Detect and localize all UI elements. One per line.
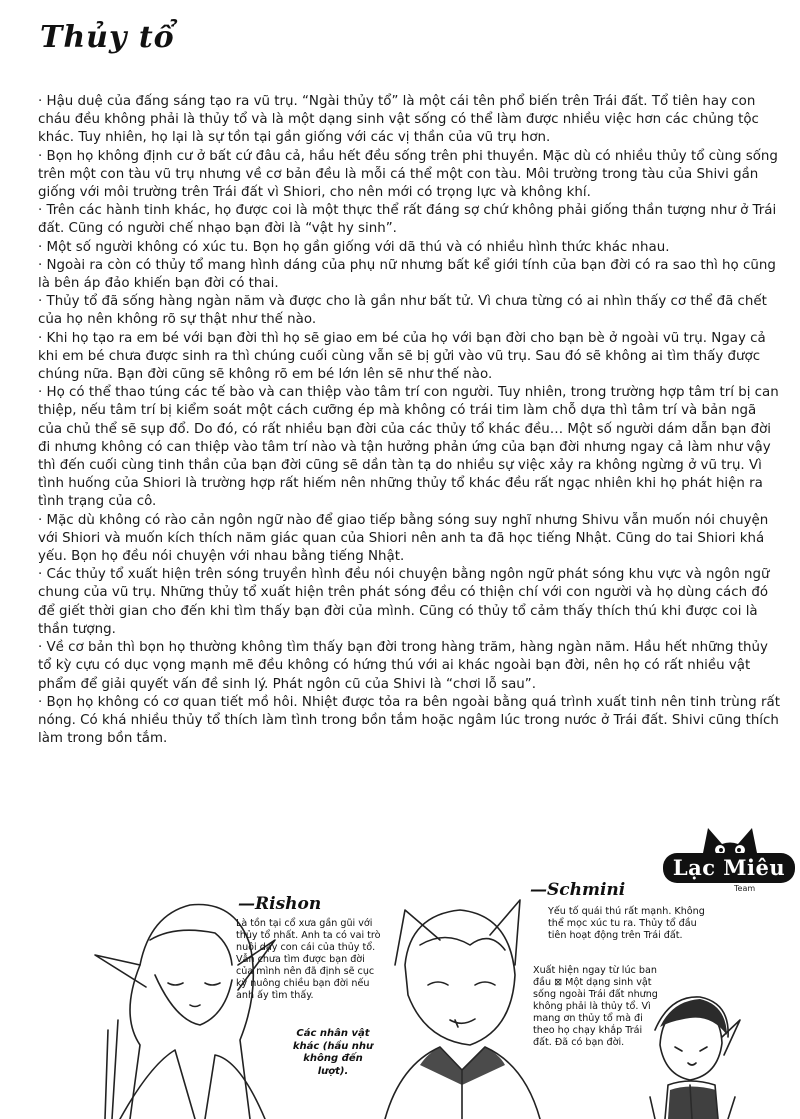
paragraph: · Mặc dù không có rào cản ngôn ngữ nào để giao tiếp bằng sóng suy nghĩ nhưng Shivu vẫn muốn nói chuyện với Shiori và muốn kích thích năm giác quan của Shiori nên anh ta đã học tiếng Nhật. Cũng do tai Shiori khá yếu. Bọn họ đều nói chuyện với nhau bằng tiếng Nhật. xyxy=(38,512,769,565)
character-name-schmini: —Schmini xyxy=(530,880,626,900)
paragraph: · Các thủy tổ xuất hiện trên sóng truyền hình đều nói chuyện bằng ngôn ngữ phát sóng khu vực và ngôn ngữ chung của vũ trụ. Những thủy tổ xuất hiện trên phát sóng đều có thiện chí với con người và họ dùng cách đó để giết thời gian cho đến khi tìm thấy bạn đời của mình. Cũng có thủy tổ cảm thấy thích thú khi được coi là thần tượng. xyxy=(38,567,770,637)
rishon-note: Là tồn tại cổ xưa gần gũi với thủy tổ nhất. Anh ta có vai trò nuôi dạy con cái của thủy tổ. Vẫn chưa tìm được bạn đời của mình nên đã định sẽ cục kỳ nuông chiều bạn đời nếu anh ấy tìm thấy. xyxy=(236,918,381,1001)
paragraph: · Về cơ bản thì bọn họ thường không tìm thấy bạn đời trong hàng trăm, hàng ngàn năm. Hầu hết những thủy tổ kỳ cựu có dục vọng mạnh mẽ đều không có hứng thú với ai khác ngoài bạn đời, nên họ có rất nhiều vật phẩm để giải quyết vấn đề sinh lý. Phát ngôn cũ của Shivi là “chơi lỗ sau”. xyxy=(38,640,768,692)
team-logo-sub: Team xyxy=(734,884,756,893)
paragraph: · Ngoài ra còn có thủy tổ mang hình dáng của phụ nữ nhưng bất kể giới tính của bạn đời có ra sao thì họ cũng là bên áp đảo khiến bạn đời có thai. xyxy=(38,257,776,292)
character-name-rishon: —Rishon xyxy=(238,894,322,914)
paragraph: · Một số người không có xúc tu. Bọn họ gần giống với dã thú và có nhiều hình thức khác nhau. xyxy=(38,239,670,255)
body-text xyxy=(38,93,780,748)
schmini-note: Yếu tố quái thú rất mạnh. Không thể mọc xúc tu ra. Thủy tổ đầu tiên hoạt động trên Trái đất. xyxy=(548,906,705,941)
other-characters-note: Các nhân vật khác (hầu như không đến lượt). xyxy=(292,1028,374,1077)
paragraph: · Khi họ tạo ra em bé với bạn đời thì họ sẽ giao em bé của họ với bạn đời cho bạn bè ở ngoài vũ trụ. Ngay cả khi em bé chưa được sinh ra thì chúng cuối cùng vẫn sẽ bị gửi vào vũ trụ. Sau đó sẽ không ai tìm thấy được chúng nữa. Bạn đời cũng sẽ không rõ em bé lớn lên sẽ như thế nào. xyxy=(38,330,766,383)
paragraph: · Bọn họ không có cơ quan tiết mồ hôi. Nhiệt được tỏa ra bên ngoài bằng quá trình xuất tinh nên tinh trùng rất nóng. Có khá nhiều thủy tổ thích làm tình trong bồn tắm hoặc ngâm lúc trong nước ở Trái đất. Shivi cũng thích làm trong bồn tắm. xyxy=(38,694,780,747)
team-logo-text: Lạc Miêu xyxy=(663,853,795,883)
paragraph: · Hậu duệ của đấng sáng tạo ra vũ trụ. “Ngài thủy tổ” là một cái tên phổ biến trên Trái đất. Tổ tiên hay con cháu đều không phải là thủy tổ và là một dạng sinh vật sống có thể làm được nhiều việc hơn các chủng tộc khác. Tuy nhiên, họ lại là sự tồn tại gần giống với các vị thần của vũ trụ hơn. xyxy=(38,94,759,146)
paragraph: · Thủy tổ đã sống hàng ngàn năm và được cho là gần như bất tử. Vì chưa từng có ai nhìn thấy cơ thể đã chết của họ nên không rõ sự thật như thế nào. xyxy=(38,294,767,328)
paragraph: · Bọn họ không định cư ở bất cứ đâu cả, hầu hết đều sống trên phi thuyền. Mặc dù có nhiều thủy tổ cùng sống trên một con tàu vũ trụ nhưng về cơ bản đều là mỗi cá thể một con tàu. Môi trường trong tàu của Shivi gần giống với môi trường trên Trái đất vì Shiori, cho nên mới có trọng lực và không khí. xyxy=(38,148,778,201)
third-character-note: Xuất hiện ngay từ lúc ban đầu ⊠ Một dạng sinh vật sống ngoài Trái đất nhưng không phải là thủy tổ. Vì mang ơn thủy tổ mà đi theo họ chạy khắp Trái đất. Đã có bạn đời. xyxy=(533,965,658,1048)
paragraph: · Trên các hành tinh khác, họ được coi là một thực thể rất đáng sợ chứ không phải giống thần tượng như ở Trái đất. Cũng có người chế nhạo bạn đời là “vật hy sinh”. xyxy=(38,203,777,237)
paragraph: · Họ có thể thao túng các tế bào và can thiệp vào tâm trí con người. Tuy nhiên, trong trường hợp tâm trí bị can thiệp, nếu tâm trí bị kiểm soát một cách cưỡng ép mà không có trái tim làm chỗ dựa thì tâm trí và bản ngã của chủ thể sẽ sụp đổ. Do đó, có rất nhiều bạn đời của các thủy tổ khác đều… Một số người dám dẫn bạn đời đi nhưng không có can thiệp vào tâm trí nào và tận hưởng phản ứng của bạn đời nhưng ngay cả làm như vậy thì đến cuối cùng tinh thần của bạn đời cũng sẽ dần tàn tạ do nhiều sự việc xảy ra không ngừng ở vũ trụ. Vì tình huống của Shiori là trường hợp rất hiếm nên những thủy tổ khác đều rất ngạc nhiên khi họ phát hiện ra tình trạng của cô. xyxy=(38,385,779,510)
page-title: Thủy tổ xyxy=(40,20,175,55)
